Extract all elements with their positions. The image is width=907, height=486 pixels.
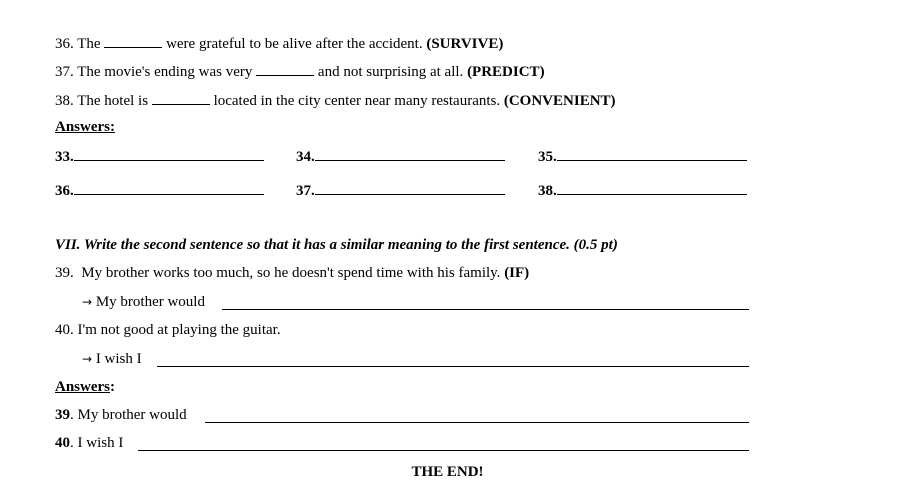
rewrite-39 bbox=[82, 293, 205, 311]
question-text: I'm not good at playing the guitar. bbox=[77, 322, 281, 338]
answer-40 bbox=[55, 434, 123, 452]
answer-39-line[interactable] bbox=[205, 422, 749, 423]
question-number: 40. bbox=[55, 322, 74, 338]
question-text-before: The bbox=[77, 36, 101, 52]
answers-heading: Answers: bbox=[55, 119, 115, 135]
question-number: 39. bbox=[55, 265, 74, 281]
answer-label: 38. bbox=[538, 183, 557, 199]
rewrite-39-line[interactable] bbox=[222, 309, 749, 310]
answer-number: 39 bbox=[55, 407, 70, 423]
question-text: My brother works too much, so he doesn't spend time with his family. bbox=[81, 265, 501, 281]
answers-heading-text: Answers bbox=[55, 379, 110, 395]
answer-slot-37[interactable] bbox=[296, 180, 505, 200]
answer-prompt: . My brother would bbox=[70, 407, 187, 423]
question-text-after: and not surprising at all. bbox=[317, 64, 464, 80]
word-form-hint: (CONVENIENT) bbox=[503, 93, 616, 109]
answer-label: 34. bbox=[296, 149, 315, 165]
answer-blank[interactable] bbox=[256, 61, 314, 76]
word-form-hint: (SURVIVE) bbox=[426, 36, 504, 52]
section-7-title: VII. Write the second sentence so that it has a similar meaning to the first sentence. (0.5 pt) bbox=[55, 237, 618, 253]
arrow-icon: → bbox=[82, 295, 93, 309]
rewrite-prompt: I wish I bbox=[95, 351, 142, 367]
word-form-hint: (PREDICT) bbox=[467, 64, 545, 80]
answer-number: 40 bbox=[55, 435, 70, 451]
answers-heading-colon: : bbox=[110, 379, 115, 395]
answer-40-line[interactable] bbox=[138, 450, 749, 451]
answer-line[interactable] bbox=[315, 180, 505, 195]
question-38 bbox=[55, 90, 616, 110]
answers-heading-2 bbox=[55, 378, 115, 396]
answer-slot-33[interactable] bbox=[55, 146, 264, 166]
rewrite-40 bbox=[82, 350, 142, 368]
answer-line[interactable] bbox=[74, 146, 264, 161]
question-36 bbox=[55, 33, 503, 53]
answer-label: 37. bbox=[296, 183, 315, 199]
keyword-hint: (IF) bbox=[504, 265, 530, 281]
answer-slot-35[interactable] bbox=[538, 146, 747, 166]
question-number: 38. bbox=[55, 93, 74, 109]
answer-line[interactable] bbox=[315, 146, 505, 161]
answer-label: 35. bbox=[538, 149, 557, 165]
answer-line[interactable] bbox=[74, 180, 264, 195]
answer-line[interactable] bbox=[557, 180, 747, 195]
answer-blank[interactable] bbox=[104, 33, 162, 48]
question-number: 36. bbox=[55, 36, 74, 52]
question-text-after: were grateful to be alive after the accident. bbox=[166, 36, 423, 52]
answer-label: 36. bbox=[55, 183, 74, 199]
question-text-before: The hotel is bbox=[77, 93, 149, 109]
answer-label: 33. bbox=[55, 149, 74, 165]
answer-39 bbox=[55, 406, 187, 424]
answer-line[interactable] bbox=[557, 146, 747, 161]
rewrite-prompt: My brother would bbox=[95, 294, 205, 310]
question-text-before: The movie's ending was very bbox=[77, 64, 253, 80]
question-number: 37. bbox=[55, 64, 74, 80]
the-end: THE END! bbox=[411, 464, 484, 480]
question-text-after: located in the city center near many restaurants. bbox=[213, 93, 501, 109]
question-37 bbox=[55, 61, 545, 81]
answer-prompt: . I wish I bbox=[70, 435, 124, 451]
question-39 bbox=[55, 264, 529, 282]
answer-slot-34[interactable] bbox=[296, 146, 505, 166]
answer-blank[interactable] bbox=[152, 90, 210, 105]
rewrite-40-line[interactable] bbox=[157, 366, 749, 367]
answer-slot-36[interactable] bbox=[55, 180, 264, 200]
answer-slot-38[interactable] bbox=[538, 180, 747, 200]
arrow-icon: → bbox=[82, 352, 93, 366]
question-40 bbox=[55, 321, 281, 339]
